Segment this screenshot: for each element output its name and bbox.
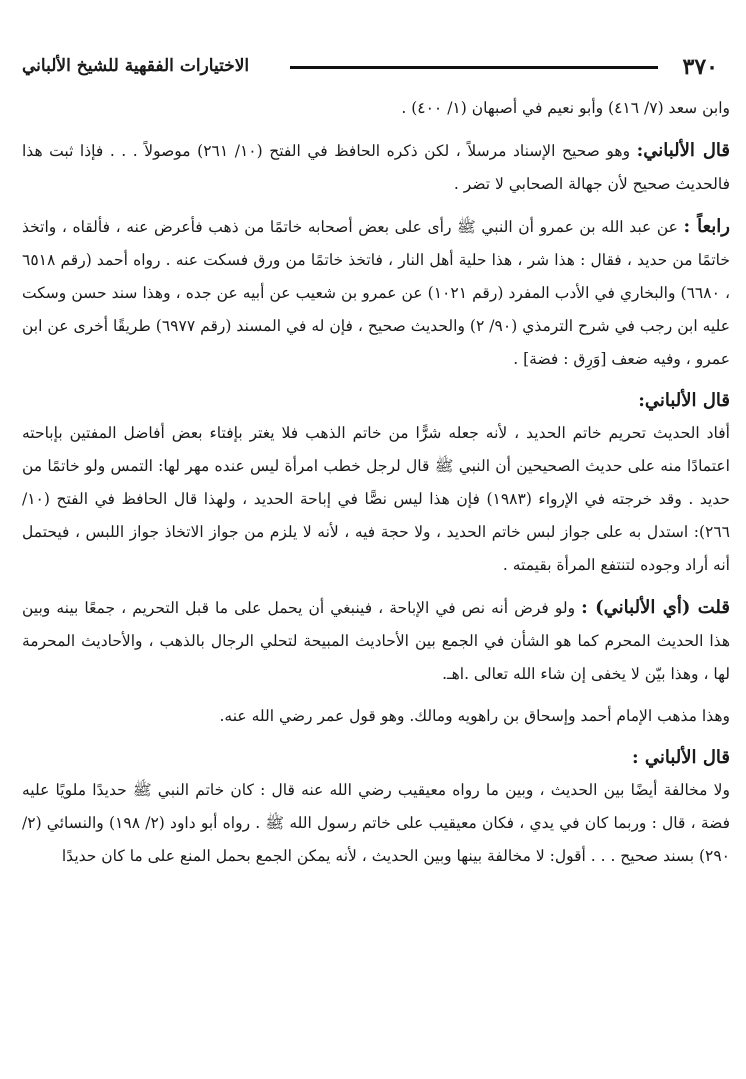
page-body [22, 92, 730, 873]
albani-opinion-paragraph [22, 591, 730, 691]
fourth-point-lead: رابعاً : [683, 216, 730, 237]
muayqib-paragraph: ولا مخالفة أيضًا بين الحديث ، وبين ما رواه معيقيب رضي الله عنه قال : كان خاتم النبي ﷺ حديدًا ملويًا عليه فضة ، قال : وربما كان في يدي ، فكان معيقيب على خاتم رسول الله ﷺ . رواه أبو داود (٢/ ١٩٨) والنسائي (٢/ ٢٩٠) بسند صحيح . . . أقول: لا مخالفة بينها وبين الحديث ، لأنه يمكن الجمع بحمل المنع على ما كان حديدًا [22, 781, 730, 865]
page-header [22, 54, 730, 86]
iron-ring-paragraph: أفاد الحديث تحريم خاتم الحديد ، لأنه جعله شرًّا من خاتم الذهب فلا يغتر بإفتاء بعض أفاضل المفتين بإباحته اعتمادًا منه على حديث الصحيحين أن النبي ﷺ قال لرجل خطب امرأة ليس عنده مهر لها: التمس ولو خاتمًا من حديد . وقد خرجته في الإرواء (١٩٨٣) فإن هذا ليس نصًّا في إباحة الحديد ، ولهذا قال الحافظ في الفتح (١٠/ ٢٦٦): استدل به على جواز لبس خاتم الحديد ، ولا حجة فيه ، لأنه لا يلزم من جواز الاتخاذ جواز اللبس ، فيحتمل أنه أراد وجوده لتنتفع المرأة بقيمته . [22, 424, 730, 574]
albani-comment-lead: قال الألباني: [636, 140, 730, 161]
albani-heading-second: قال الألباني : [631, 747, 730, 768]
header-rule [290, 66, 658, 69]
albani-opinion-lead: قلت (أي الألباني) : [581, 597, 730, 618]
fourth-point-text: عن عبد الله بن عمرو أن النبي ﷺ رأى على بعض أصحابه خاتمًا من ذهب فأعرض عنه ، فألقاه ، واتخذ خاتمًا من حديد ، فقال : هذا شر ، هذا حلية أهل النار ، فاتخذ خاتمًا من ورق فسكت عنه . رواه أحمد (رقم ٦٥١٨ ، ٦٦٨٠) والبخاري في الأدب المفرد (رقم ١٠٢١) عن عمرو بن شعيب عن أبيه عن جده ، وهذا سند حسن وسكت عليه ابن رجب في شرح الترمذي (٩٠/ ٢) والحديث صحيح ، فإن له في المسند (رقم ٦٩٧٧) طريقًا أخرى عن ابن عمرو ، وفيه ضعف [وَرِق : فضة] . [22, 218, 730, 368]
citation-paragraph: وابن سعد (٧/ ٤١٦) وأبو نعيم في أصبهان (١/ ٤٠٠) . [401, 99, 730, 117]
albani-comment-paragraph [22, 134, 730, 201]
albani-comment-text: وهو صحيح الإسناد مرسلاً ، لكن ذكره الحافظ في الفتح (١٠/ ٢٦١) موصولاً . . . فإذا ثبت هذا فالحديث صحيح لأن جهالة الصحابي لا تضر . [22, 142, 730, 193]
madhhab-paragraph: وهذا مذهب الإمام أحمد وإسحاق بن راهويه ومالك. وهو قول عمر رضي الله عنه. [219, 707, 730, 725]
albani-opinion-text: ولو فرض أنه نص في الإباحة ، فينبغي أن يحمل على ما قبل التحريم ، جمعًا بينه وبين هذا الحديث المحرم كما هو الشأن في الجمع بين الأحاديث المبيحة لتحلي الرجال بالذهب ، والأحاديث المحرمة لها ، وهذا بيّن لا يخفى إن شاء الله تعالى .اهـ. [22, 599, 730, 683]
book-page [22, 0, 730, 1079]
albani-heading: قال الألباني: [638, 390, 730, 411]
fourth-point-paragraph [22, 210, 730, 376]
running-title: الاختيارات الفقهية للشيخ الألباني [22, 56, 250, 76]
page-number: ٣٧٠ [682, 54, 718, 80]
